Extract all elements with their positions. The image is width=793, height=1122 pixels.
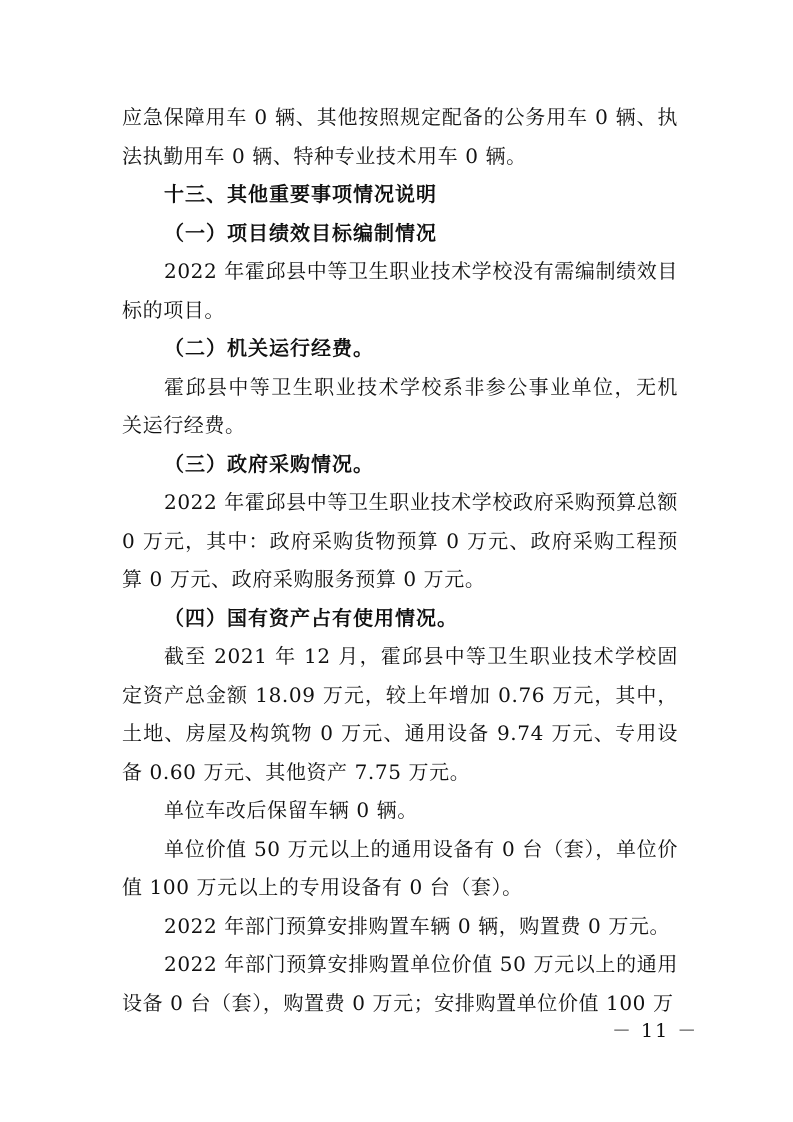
paragraph-vehicle-purchase-budget: 2022 年部门预算安排购置车辆 0 辆，购置费 0 万元。 xyxy=(164,913,671,938)
subheading-government-procurement: （三）政府采购情况。 xyxy=(164,451,374,476)
subheading-performance-targets: （一）项目绩效目标编制情况 xyxy=(164,220,437,245)
subheading-operating-expenses: （二）机关运行经费。 xyxy=(164,336,374,360)
paragraph-equipment-purchase-budget: 2022 年部门预算安排购置单位价值 50 万元以上的通用设备 0 台（套），购置费 0 万元；安排购置单位价值 100 万 xyxy=(122,952,678,1015)
paragraph-vehicles-continued: 应急保障用车 0 辆、其他按照规定配备的公务用车 0 辆、执法执勤用车 0 辆、特种专业技术用车 0 辆。 xyxy=(122,105,678,168)
paragraph-high-value-equipment: 单位价值 50 万元以上的通用设备有 0 台（套），单位价值 100 万元以上的专用设备有 0 台（套）。 xyxy=(122,836,678,899)
paragraph-government-procurement: 2022 年霍邱县中等卫生职业技术学校政府采购预算总额 0 万元，其中：政府采购货物预算 0 万元、政府采购工程预算 0 万元、政府采购服务预算 0 万元。 xyxy=(122,490,678,591)
page-number: － 11 － xyxy=(612,1020,699,1042)
paragraph-performance-targets: 2022 年霍邱县中等卫生职业技术学校没有需编制绩效目标的项目。 xyxy=(122,259,678,322)
subheading-state-assets: （四）国有资产占有使用情况。 xyxy=(164,605,458,630)
document-body xyxy=(122,98,678,1022)
section-heading-other-matters: 十三、其他重要事项情况说明 xyxy=(164,182,437,206)
paragraph-retained-vehicles: 单位车改后保留车辆 0 辆。 xyxy=(164,798,418,822)
paragraph-fixed-assets: 截至 2021 年 12 月，霍邱县中等卫生职业技术学校固定资产总金额 18.09 万元，较上年增加 0.76 万元，其中，土地、房屋及构筑物 0 万元、通用设备 9.74 万元、专用设备 0.60 万元、其他资产 7.75 万元。 xyxy=(122,644,678,784)
paragraph-operating-expenses: 霍邱县中等卫生职业技术学校系非参公事业单位，无机关运行经费。 xyxy=(122,374,678,437)
